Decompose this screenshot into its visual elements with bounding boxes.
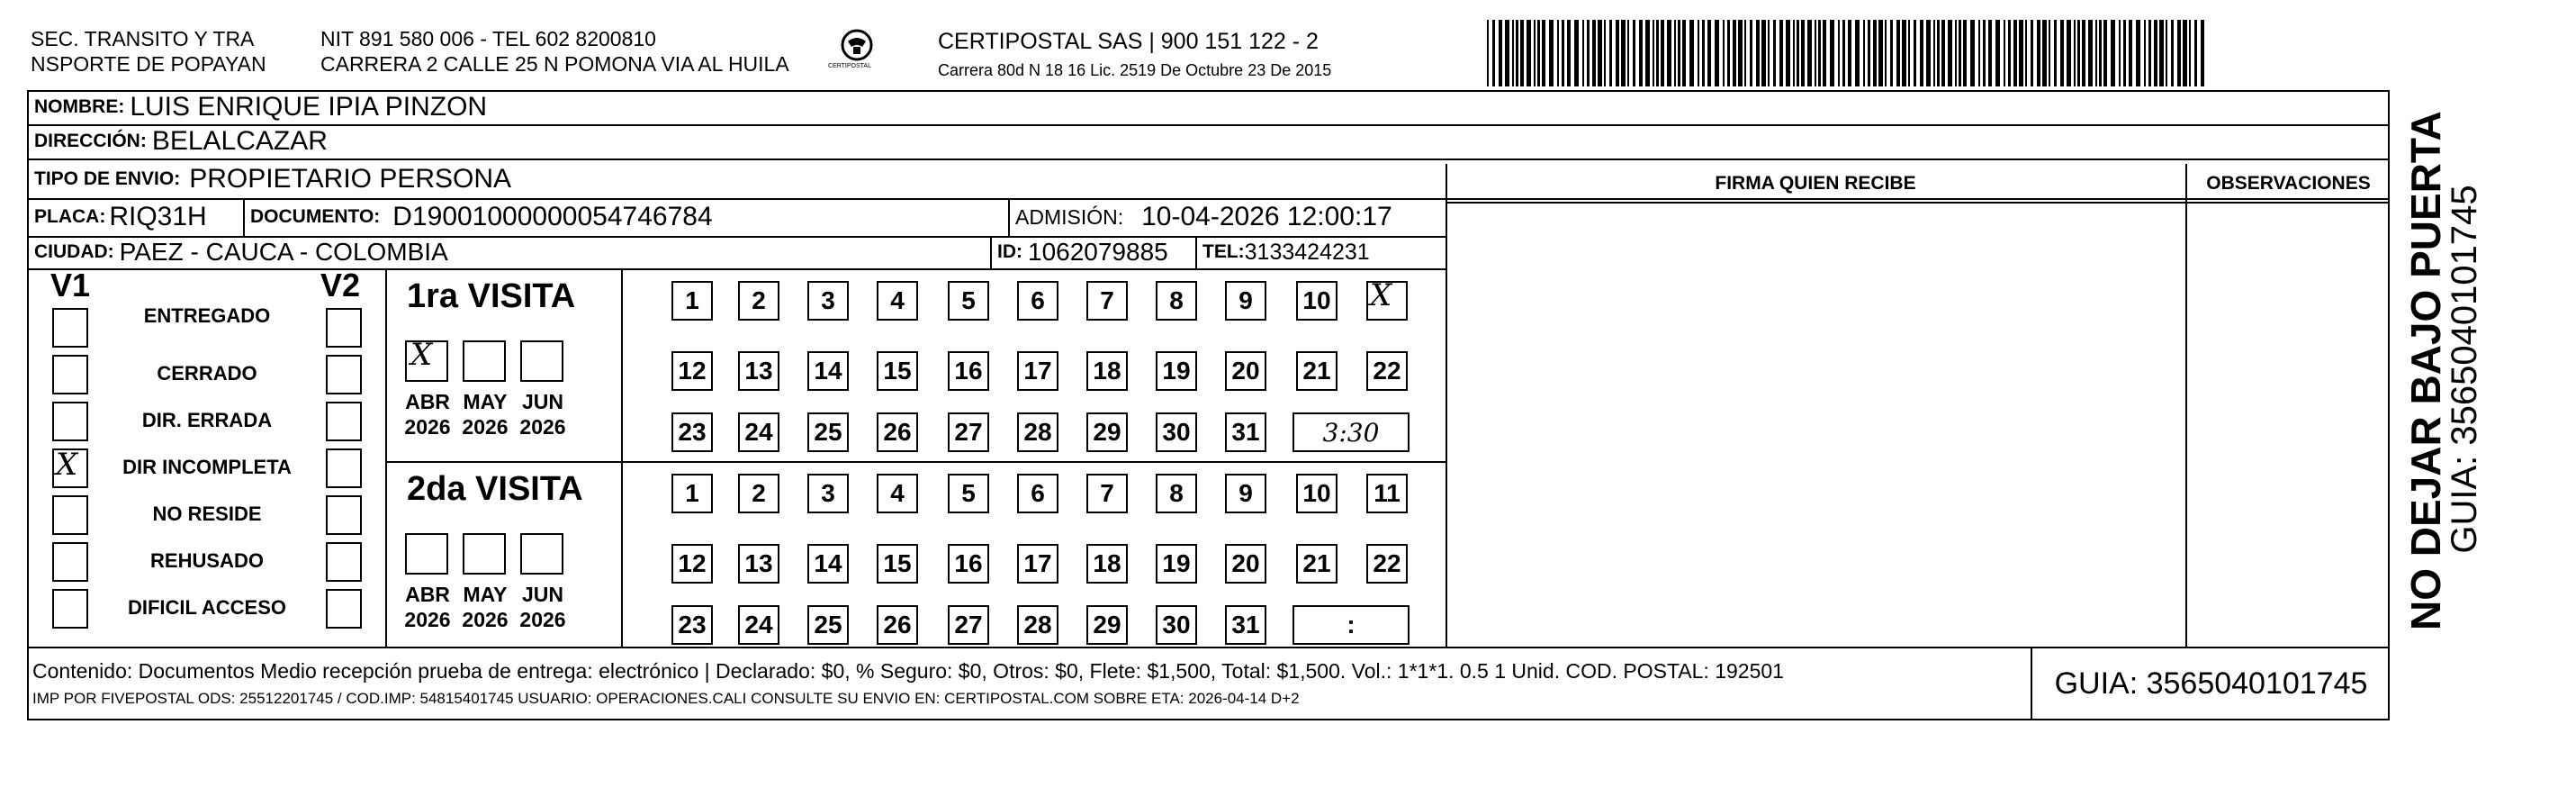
barcode-bar	[1756, 20, 1760, 86]
documento-cell	[245, 198, 713, 236]
tipo-envio-label: TIPO DE ENVIO:	[34, 168, 181, 189]
day-box[interactable]: 9	[1225, 281, 1266, 321]
barcode-bar	[2031, 20, 2033, 86]
tipo-envio-value: PROPIETARIO PERSONA	[189, 164, 512, 194]
barcode-bar	[1933, 20, 1935, 86]
barcode-bar	[1557, 20, 1559, 86]
barcode-bar	[1609, 20, 1612, 86]
day-box[interactable]: 23	[671, 605, 713, 645]
barcode-bar	[2129, 20, 2132, 86]
tel-cell	[1197, 236, 1370, 268]
year-label: 2026	[519, 415, 566, 439]
barcode-bar	[1773, 20, 1776, 86]
barcode-bar	[1908, 20, 1910, 86]
day-box[interactable]: 21	[1296, 544, 1338, 584]
placa-label: PLACA:	[34, 206, 106, 227]
day-box[interactable]: 20	[1225, 544, 1266, 584]
barcode-bar	[2082, 20, 2085, 86]
barcode-bar	[1902, 20, 1906, 86]
day-box[interactable]: 6	[1017, 474, 1058, 513]
day-box[interactable]: 14	[807, 544, 849, 584]
day-box[interactable]: 1	[671, 281, 713, 321]
barcode-bar	[1537, 20, 1540, 86]
v1-checkbox-2[interactable]	[52, 402, 88, 441]
barcode-bar	[1786, 20, 1790, 86]
barcode-bar	[2077, 20, 2080, 86]
month-label: MAY	[463, 583, 508, 606]
day-box[interactable]: 9	[1225, 474, 1266, 513]
day-box[interactable]: 14	[807, 351, 849, 391]
barcode-bar	[2171, 20, 2174, 86]
v2-checkbox-4[interactable]	[326, 495, 362, 535]
second-visit-time[interactable]: :	[1293, 605, 1410, 645]
day-box[interactable]: 25	[807, 605, 849, 645]
second-visit-title: 2da VISITA	[407, 470, 583, 508]
barcode-bar	[1574, 20, 1579, 86]
barcode-bar	[1863, 20, 1865, 86]
month-caption	[511, 389, 574, 439]
barcode-bar	[1592, 20, 1596, 86]
status-label-6: DIFICIL ACCESO	[127, 596, 286, 619]
barcode-bar	[2166, 20, 2167, 86]
barcode-bar	[1520, 20, 1524, 86]
day-box[interactable]: 24	[738, 605, 779, 645]
month-box-jun[interactable]	[520, 340, 563, 382]
barcode-bar	[1727, 20, 1730, 86]
day-box[interactable]: 12	[671, 351, 713, 391]
barcode-bar	[2103, 20, 2107, 86]
guia-box: GUIA: 3565040101745	[2054, 666, 2368, 701]
barcode-bar	[1959, 20, 1961, 86]
barcode-bar	[1715, 20, 1719, 86]
year-label: 2026	[404, 415, 451, 439]
month-caption	[396, 582, 459, 632]
barcode-bar	[1848, 20, 1851, 86]
day-box[interactable]: 15	[877, 351, 918, 391]
day-box[interactable]: 19	[1156, 351, 1197, 391]
barcode-bar	[1661, 20, 1664, 86]
imp-line: IMP POR FIVEPOSTAL ODS: 25512201745 / COD.IMP: 54815401745 USUARIO: OPERACIONES.CALI CONSULTE SU ENVIO EN: CERTIPOSTAL.COM SOBRE ETA: 2026-04-14 D+2	[32, 690, 1300, 707]
nombre-label: NOMBRE:	[34, 96, 125, 117]
id-label: ID:	[997, 241, 1022, 262]
barcode-bar	[1793, 20, 1795, 86]
v1-checkbox-1[interactable]	[52, 355, 88, 394]
barcode-bar	[1744, 20, 1746, 86]
barcode-bar	[1815, 20, 1816, 86]
v2-checkbox-3[interactable]	[326, 448, 362, 488]
barcode-bar	[1633, 20, 1635, 86]
barcode-bar	[1702, 20, 1705, 86]
barcode-bar	[1761, 20, 1766, 86]
month-label: MAY	[463, 390, 508, 413]
barcode-bar	[1818, 20, 1821, 86]
barcode-bar	[2111, 20, 2115, 86]
company-line: CERTIPOSTAL SAS | 900 151 122 - 2	[938, 29, 1319, 54]
barcode-bar	[2088, 20, 2093, 86]
barcode-bar	[1823, 20, 1826, 86]
status-label-2: DIR. ERRADA	[141, 409, 273, 431]
direccion-row	[29, 124, 328, 158]
tel-value: 3133424231	[1244, 239, 1370, 265]
day-box[interactable]: 17	[1017, 544, 1058, 584]
first-visit-title: 1ra VISITA	[407, 277, 576, 315]
barcode-bar	[1549, 20, 1554, 86]
day-box[interactable]: 19	[1156, 544, 1197, 584]
day-box[interactable]: 10	[1296, 474, 1338, 513]
day-box[interactable]: 31	[1225, 605, 1266, 645]
day-box[interactable]: 11	[1366, 474, 1408, 513]
barcode-bar	[2054, 20, 2057, 86]
barcode-bar	[1505, 20, 1509, 86]
day-box[interactable]: 28	[1017, 605, 1058, 645]
barcode-bar	[1948, 20, 1952, 86]
barcode-bar	[1733, 20, 1736, 86]
barcode-bar	[1678, 20, 1680, 86]
v2-checkbox-5[interactable]	[326, 542, 362, 582]
barcode-bar	[1941, 20, 1945, 86]
barcode-bar	[1512, 20, 1514, 86]
year-label: 2026	[462, 608, 509, 631]
day-box[interactable]: 25	[807, 412, 849, 452]
barcode-bar	[1920, 20, 1923, 86]
month-box-jun[interactable]	[520, 533, 563, 575]
no-dejar-bajo-puerta: NO DEJAR BAJO PUERTA	[2402, 111, 2449, 630]
nombre-value: LUIS ENRIQUE IPIA PINZON	[130, 92, 488, 122]
day-box[interactable]: 13	[738, 544, 779, 584]
first-visit-time[interactable]: 3:30	[1293, 412, 1410, 452]
barcode-bar	[1534, 20, 1536, 86]
barcode-bar	[2004, 20, 2005, 86]
v2-checkbox-2[interactable]	[326, 402, 362, 441]
barcode-bar	[2144, 20, 2146, 86]
day-box[interactable]: 7	[1086, 281, 1128, 321]
barcode-bar	[2177, 20, 2181, 86]
day-box[interactable]: 10	[1296, 281, 1338, 321]
day-box[interactable]: 29	[1086, 605, 1128, 645]
nit-line: NIT 891 580 006 - TEL 602 8200810	[320, 27, 656, 50]
barcode-bar	[1955, 20, 1957, 86]
address-line: CARRERA 2 CALLE 25 N POMONA VIA AL HUILA	[320, 52, 789, 76]
barcode-bar	[1914, 20, 1916, 86]
barcode-bar	[1807, 20, 1812, 86]
company-sub: Carrera 80d N 18 16 Lic. 2519 De Octubre 23 De 2015	[938, 61, 1332, 79]
month-caption	[511, 582, 574, 632]
logo-text: CERTIPOSTAL	[828, 63, 871, 69]
barcode-bar	[1779, 20, 1783, 86]
barcode-bar	[1797, 20, 1799, 86]
certipostal-logo	[828, 27, 878, 70]
v1-checkbox-4[interactable]	[52, 495, 88, 535]
barcode-bar	[1656, 20, 1659, 86]
status-label-3: DIR INCOMPLETA	[122, 456, 292, 478]
barcode-bar	[1937, 20, 1940, 86]
barcode-bar	[1983, 20, 1986, 86]
v1-checkbox-5[interactable]	[52, 542, 88, 582]
status-label-4: NO RESIDE	[152, 503, 262, 525]
month-label: ABR	[405, 583, 450, 606]
barcode-bar	[1978, 20, 1980, 86]
sender-line-2: NSPORTE DE POPAYAN	[31, 52, 266, 76]
barcode-bar	[2013, 20, 2017, 86]
v2-checkbox-1[interactable]	[326, 355, 362, 394]
barcode-bar	[1878, 20, 1883, 86]
barcode-bar	[1995, 20, 2000, 86]
barcode-bar	[2123, 20, 2126, 86]
id-cell	[992, 236, 1168, 268]
barcode-bar	[1970, 20, 1975, 86]
day-box[interactable]: 16	[948, 351, 989, 391]
barcode-bar	[1582, 20, 1584, 86]
barcode-bar	[1926, 20, 1931, 86]
barcode-bar	[1868, 20, 1870, 86]
barcode-bar	[1492, 20, 1495, 86]
contenido-line: Contenido: Documentos Medio recepción prueba de entrega: electrónico | Declarado: $0, % Seguro: $0, Otros: $0, Flete: $1,500, Total: $1,500. Vol.: 1*1*1. 0.5 1 Unid. COD. POSTAL: 192501	[32, 659, 1784, 683]
day-box[interactable]: 2	[738, 474, 779, 513]
barcode-bar	[2019, 20, 2023, 86]
day-box[interactable]: 22	[1366, 544, 1408, 584]
barcode-bar	[1750, 20, 1752, 86]
day-box[interactable]: 21	[1296, 351, 1338, 391]
ciudad-cell	[29, 236, 448, 268]
documento-value: D19001000000054746784	[392, 202, 713, 231]
barcode-bar	[1698, 20, 1699, 86]
day-box[interactable]: 7	[1086, 474, 1128, 513]
day-box[interactable]: 17	[1017, 351, 1058, 391]
day-box[interactable]: 3	[807, 474, 849, 513]
day-box[interactable]: 18	[1086, 544, 1128, 584]
day-box[interactable]: 8	[1156, 281, 1197, 321]
nombre-row	[29, 90, 487, 124]
barcode-bar	[1621, 20, 1626, 86]
placa-value: RIQ31H	[109, 202, 207, 231]
day-box[interactable]: 22	[1366, 351, 1408, 391]
day-box[interactable]: 4	[877, 474, 918, 513]
barcode-bar	[2042, 20, 2047, 86]
month-caption	[454, 582, 517, 632]
month-box-may[interactable]	[463, 533, 506, 575]
barcode-bar	[1885, 20, 1887, 86]
day-box[interactable]: 29	[1086, 412, 1128, 452]
month-label: JUN	[521, 583, 563, 606]
barcode-bar	[1963, 20, 1967, 86]
barcode-bar	[1527, 20, 1531, 86]
day-box[interactable]: 27	[948, 605, 989, 645]
april-check-mark: X	[410, 337, 433, 373]
day-box[interactable]: 12	[671, 544, 713, 584]
barcode-bar	[1768, 20, 1770, 86]
day-box[interactable]: 4	[877, 281, 918, 321]
year-label: 2026	[519, 608, 566, 631]
barcode-bar	[2189, 20, 2191, 86]
barcode-bar	[1890, 20, 1893, 86]
barcode-bar	[1988, 20, 1992, 86]
barcode-bar	[1873, 20, 1877, 86]
barcode-bar	[1830, 20, 1834, 86]
barcode-bar	[2074, 20, 2076, 86]
day-11-check-mark: X	[1370, 277, 1392, 313]
barcode-bar	[1896, 20, 1900, 86]
ciudad-label: CIUDAD:	[34, 241, 114, 262]
barcode-bar	[2049, 20, 2050, 86]
barcode-bar	[1499, 20, 1502, 86]
barcode-bar	[2060, 20, 2064, 86]
month-box-abr[interactable]	[405, 533, 448, 575]
direccion-value: BELALCAZAR	[151, 126, 328, 156]
side-guia: GUIA: 3565040101745	[2445, 185, 2484, 554]
barcode-bar	[1627, 20, 1629, 86]
day-box[interactable]: 31	[1225, 412, 1266, 452]
v2-checkbox-0[interactable]	[326, 308, 362, 348]
observaciones-label: OBSERVACIONES	[2206, 173, 2371, 194]
day-box[interactable]: 5	[948, 281, 989, 321]
day-box[interactable]: 16	[948, 544, 989, 584]
ciudad-value: PAEZ - CAUCA - COLOMBIA	[119, 238, 448, 266]
barcode-bar	[2194, 20, 2197, 86]
barcode-bar	[2183, 20, 2187, 86]
month-box-may[interactable]	[463, 340, 506, 382]
v1-check-mark: X	[56, 447, 78, 483]
barcode-bar	[2067, 20, 2071, 86]
month-label: JUN	[521, 390, 563, 413]
day-box[interactable]: 27	[948, 412, 989, 452]
admision-value: 10-04-2026 12:00:17	[1141, 202, 1392, 231]
barcode-bar	[1855, 20, 1860, 86]
year-label: 2026	[404, 608, 451, 631]
day-box[interactable]: 6	[1017, 281, 1058, 321]
day-box[interactable]: 23	[671, 412, 713, 452]
barcode-bar	[2136, 20, 2140, 86]
day-box[interactable]: 30	[1156, 412, 1197, 452]
tel-label: TEL:	[1202, 241, 1245, 262]
barcode-bar	[2095, 20, 2097, 86]
barcode-bar	[1667, 20, 1671, 86]
year-label: 2026	[462, 415, 509, 439]
v1-checkbox-6[interactable]	[52, 589, 88, 629]
admision-label: ADMISIÓN:	[1015, 204, 1124, 229]
barcode-bar	[2119, 20, 2121, 86]
day-box[interactable]: 26	[877, 412, 918, 452]
status-label-5: REHUSADO	[150, 549, 264, 572]
barcode-bar	[1682, 20, 1686, 86]
barcode-bar	[1487, 20, 1489, 86]
day-box[interactable]: 26	[877, 605, 918, 645]
day-box[interactable]: 5	[948, 474, 989, 513]
barcode-bar	[1674, 20, 1676, 86]
day-box[interactable]: 20	[1225, 351, 1266, 391]
barcode-bar	[1567, 20, 1571, 86]
barcode-bar	[1842, 20, 1845, 86]
month-caption	[396, 389, 459, 439]
barcode-bar	[1562, 20, 1564, 86]
barcode-bar	[2099, 20, 2102, 86]
documento-label: DOCUMENTO:	[250, 206, 381, 227]
barcode-bar	[1604, 20, 1606, 86]
sender-line-1: SEC. TRANSITO Y TRA	[31, 27, 255, 50]
id-value: 1062079885	[1028, 238, 1168, 266]
barcode-bar	[2154, 20, 2157, 86]
day-box[interactable]: 3	[807, 281, 849, 321]
tipo-envio-row	[29, 160, 511, 198]
month-caption	[454, 389, 517, 439]
day-box[interactable]: 28	[1017, 412, 1058, 452]
day-box[interactable]: 2	[738, 281, 779, 321]
placa-cell	[29, 198, 207, 236]
day-box[interactable]: 30	[1156, 605, 1197, 645]
day-box[interactable]: 1	[671, 474, 713, 513]
day-box[interactable]: 15	[877, 544, 918, 584]
barcode-bar	[1801, 20, 1805, 86]
admision-cell	[1010, 198, 1392, 236]
barcode-bar	[2159, 20, 2164, 86]
barcode-bar	[1516, 20, 1518, 86]
barcode-bar	[1616, 20, 1619, 86]
status-label-1: CERRADO	[157, 362, 257, 385]
barcode-bar	[1738, 20, 1743, 86]
barcode-bar	[1645, 20, 1650, 86]
month-label: ABR	[405, 390, 450, 413]
barcode-bar	[1707, 20, 1711, 86]
barcode-bar	[2037, 20, 2040, 86]
day-box[interactable]: 8	[1156, 474, 1197, 513]
v2-label: V2	[320, 267, 361, 303]
firma-label: FIRMA QUIEN RECIBE	[1715, 173, 1916, 194]
barcode-bar	[1723, 20, 1725, 86]
barcode-bar	[1598, 20, 1602, 86]
v1-label: V1	[50, 267, 91, 303]
barcode-bar	[1542, 20, 1545, 86]
barcode-bar	[2201, 20, 2204, 86]
day-box[interactable]: 18	[1086, 351, 1128, 391]
status-label-0: ENTREGADO	[143, 304, 271, 327]
barcode-bar	[1838, 20, 1840, 86]
barcode-bar	[2148, 20, 2151, 86]
v2-checkbox-6[interactable]	[326, 589, 362, 629]
barcode	[1487, 20, 2211, 86]
barcode-bar	[1689, 20, 1694, 86]
day-box[interactable]: 24	[738, 412, 779, 452]
direccion-label: DIRECCIÓN:	[34, 131, 147, 151]
barcode-bar	[2025, 20, 2027, 86]
barcode-bar	[1639, 20, 1643, 86]
day-box[interactable]: 13	[738, 351, 779, 391]
v1-checkbox-0[interactable]	[52, 308, 88, 348]
barcode-bar	[1587, 20, 1590, 86]
barcode-bar	[1653, 20, 1654, 86]
barcode-bar	[2008, 20, 2011, 86]
